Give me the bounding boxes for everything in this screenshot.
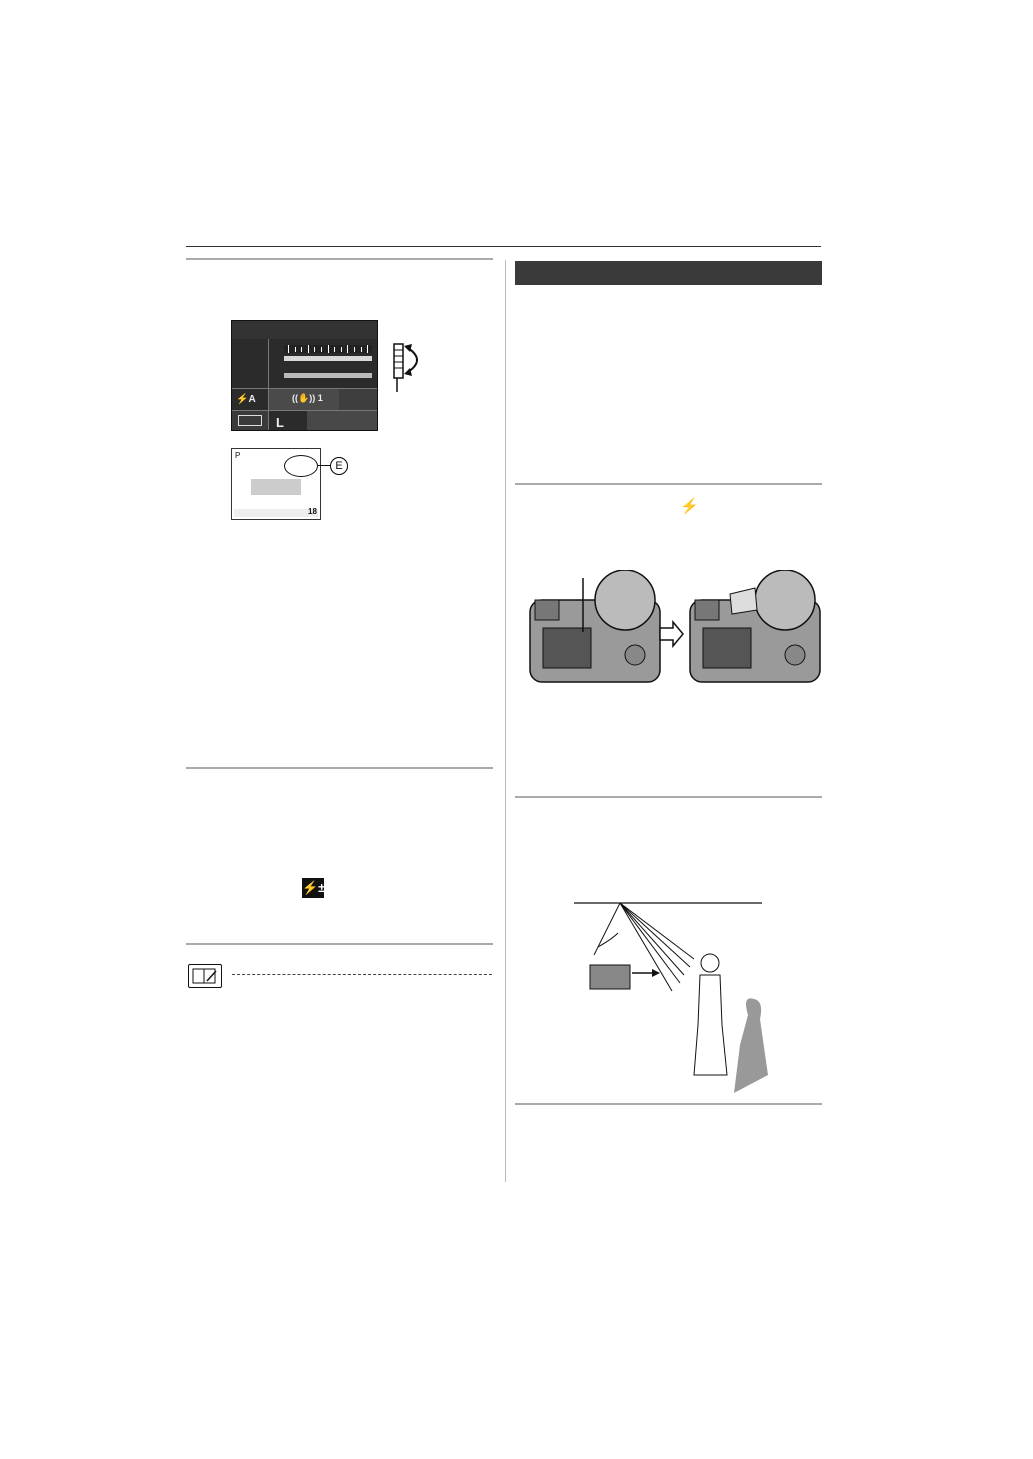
exposure-bar (284, 356, 372, 361)
lcd-cell (307, 411, 377, 430)
left-section-rule-1 (186, 258, 493, 260)
exposure-scale (284, 345, 372, 353)
exposure-tick (288, 345, 289, 353)
lcd-divider (268, 339, 269, 430)
memo-icon (188, 964, 222, 988)
small-lcd-scale (251, 479, 301, 495)
exposure-tick (361, 347, 362, 352)
exposure-tick (328, 345, 329, 353)
exposure-tick (354, 347, 355, 352)
exposure-tick (308, 345, 309, 353)
flash-range-illustration (572, 895, 787, 1100)
exposure-tick (347, 345, 348, 353)
exposure-tick (367, 345, 368, 353)
exposure-tick (301, 347, 302, 352)
lcd-flash-mode: ⚡A (236, 394, 256, 405)
exposure-tick (341, 347, 342, 352)
arrow-right-icon (660, 622, 683, 646)
small-lcd-mode: P (235, 451, 241, 460)
right-section-rule-3 (515, 1103, 822, 1105)
small-lcd-highlight (284, 455, 318, 477)
flash-bar (284, 373, 372, 378)
memo-dashed-line (232, 974, 492, 975)
right-section-rule-1 (515, 483, 822, 485)
camera-flash-open (690, 570, 820, 682)
exposure-tick (334, 347, 335, 352)
left-section-rule-3 (186, 943, 493, 945)
lcd-shake-label: ((✋)) 1 (292, 393, 323, 403)
small-lcd-frames: 18 (308, 507, 317, 516)
flash-icon: ⚡ (680, 498, 699, 515)
column-divider (505, 260, 506, 1182)
callout-line (318, 465, 330, 466)
camera-flash-closed (530, 570, 660, 682)
battery-icon (238, 415, 262, 426)
header-rule (186, 246, 821, 247)
exposure-tick (314, 347, 315, 352)
exposure-tick (321, 347, 322, 352)
lcd-cell (339, 389, 377, 410)
exposure-tick (295, 347, 296, 352)
left-section-rule-2 (186, 767, 493, 769)
lcd-panel (231, 320, 378, 431)
dial-rotate-icon (392, 338, 432, 393)
right-section-rule-2 (515, 796, 822, 798)
section-heading-bar (515, 261, 822, 285)
small-lcd-status-bar (234, 509, 318, 517)
camera-illustration (525, 570, 825, 685)
lcd-top-strip (232, 321, 377, 339)
callout-e: E (330, 457, 348, 475)
lcd-size-label: L (276, 415, 284, 430)
small-lcd-screen (231, 448, 321, 520)
flash-compensation-icon: ⚡± (302, 878, 324, 898)
